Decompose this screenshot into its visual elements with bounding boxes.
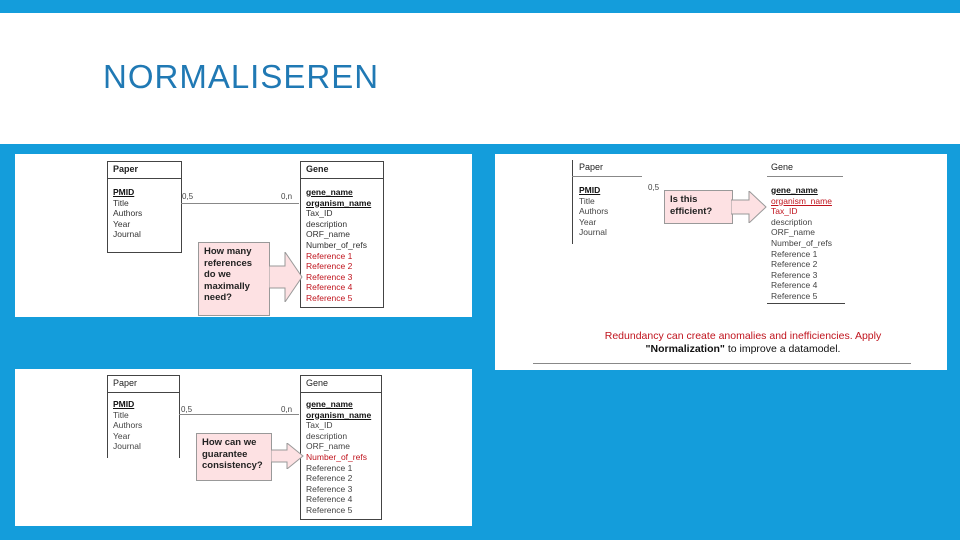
field: Reference 2 bbox=[771, 259, 818, 270]
callout-line: need? bbox=[204, 292, 232, 303]
field: Number_of_refs bbox=[306, 239, 367, 250]
callout-line: maximally bbox=[204, 280, 250, 292]
header-divider bbox=[767, 176, 843, 177]
field-gene-name: gene_name bbox=[306, 187, 353, 197]
field: Authors bbox=[113, 420, 143, 431]
field: description bbox=[306, 430, 348, 441]
paper-table-border bbox=[572, 160, 573, 244]
field: Reference 4 bbox=[771, 280, 818, 291]
paper-table bbox=[107, 161, 182, 253]
field: Reference 1 bbox=[306, 462, 353, 473]
callout-arrow bbox=[271, 443, 304, 469]
gene-table-header: Gene bbox=[301, 376, 381, 393]
field: Tax_ID bbox=[306, 208, 333, 219]
field: Authors bbox=[113, 208, 143, 219]
field-number-of-refs: Number_of_refs bbox=[306, 451, 367, 462]
field: Reference 3 bbox=[771, 269, 818, 280]
diagram-panel-references bbox=[15, 154, 472, 317]
paper-table-header: Paper bbox=[579, 162, 604, 172]
paper-table-fields bbox=[108, 179, 181, 242]
paper-table-header: Paper bbox=[108, 376, 179, 393]
gene-table-header: Gene bbox=[771, 162, 794, 172]
callout-line: references bbox=[204, 257, 253, 269]
field: Journal bbox=[579, 227, 607, 238]
callout-line: efficient? bbox=[670, 205, 713, 217]
relationship-line bbox=[181, 203, 299, 204]
field: Title bbox=[579, 195, 595, 206]
slide-title: NORMALISEREN bbox=[103, 58, 380, 95]
field: Title bbox=[113, 409, 129, 420]
callout-line: do we bbox=[204, 269, 231, 280]
cardinality-left: 0,5 bbox=[182, 192, 194, 201]
note-bold: "Normalization" bbox=[645, 343, 725, 355]
cardinality-left: 0,5 bbox=[648, 183, 660, 192]
callout-line: guarantee bbox=[202, 448, 248, 460]
field-reference: Reference 4 bbox=[306, 282, 353, 293]
gene-table-bottom bbox=[767, 303, 845, 304]
field: Journal bbox=[113, 441, 141, 452]
field: Reference 5 bbox=[771, 290, 818, 301]
gene-table-fields bbox=[301, 179, 383, 306]
cardinality-right: 0,n bbox=[281, 192, 293, 201]
gene-table bbox=[300, 161, 384, 308]
field: Authors bbox=[579, 206, 609, 217]
gene-table bbox=[300, 375, 382, 520]
field-pmid: PMID bbox=[579, 185, 601, 195]
note-line: Redundancy can create anomalies and inefficiencies. Apply bbox=[604, 330, 882, 342]
field-reference: Reference 3 bbox=[306, 271, 353, 282]
field-organism-name: organism_name bbox=[306, 409, 372, 420]
top-accent-bar bbox=[0, 0, 960, 13]
gene-table-header: Gene bbox=[301, 162, 383, 179]
field: Title bbox=[113, 197, 129, 208]
paper-table-fields bbox=[574, 183, 613, 240]
callout-line: Is this bbox=[670, 194, 698, 205]
paper-table-fields bbox=[108, 393, 179, 454]
field: description bbox=[771, 216, 813, 227]
gene-table-fields bbox=[766, 183, 837, 304]
callout-line: consistency? bbox=[202, 460, 263, 471]
callout-box bbox=[196, 433, 272, 481]
field-pmid: PMID bbox=[113, 399, 135, 409]
normalization-note bbox=[573, 330, 913, 356]
relationship-line bbox=[179, 414, 299, 415]
note-line: to improve a datamodel. bbox=[724, 343, 841, 355]
field: ORF_name bbox=[771, 227, 815, 238]
field: Number_of_refs bbox=[771, 237, 832, 248]
paper-table-header: Paper bbox=[108, 162, 181, 179]
callout-line: How many bbox=[204, 246, 252, 257]
field: Year bbox=[113, 430, 131, 441]
field-organism-name: organism_name bbox=[771, 195, 832, 206]
gene-table-fields bbox=[301, 393, 381, 518]
callout-box bbox=[198, 242, 270, 316]
field: Reference 1 bbox=[771, 248, 818, 259]
callout-arrow bbox=[269, 252, 303, 302]
field-gene-name: gene_name bbox=[306, 399, 353, 409]
field: Reference 2 bbox=[306, 473, 353, 484]
cardinality-left: 0,5 bbox=[181, 405, 193, 414]
field: Year bbox=[579, 216, 597, 227]
divider-line bbox=[533, 363, 911, 364]
diagram-panel-efficiency bbox=[495, 154, 947, 370]
field: ORF_name bbox=[306, 441, 350, 452]
field-gene-name: gene_name bbox=[771, 185, 818, 195]
field: ORF_name bbox=[306, 229, 350, 240]
field: Year bbox=[113, 218, 131, 229]
paper-table bbox=[107, 375, 180, 458]
callout-line: How can we bbox=[202, 437, 257, 448]
header-divider bbox=[572, 176, 642, 177]
field: Reference 4 bbox=[306, 494, 353, 505]
callout-arrow bbox=[731, 191, 767, 223]
diagram-panel-consistency bbox=[15, 369, 472, 526]
field: Journal bbox=[113, 229, 141, 240]
callout-box bbox=[664, 190, 733, 224]
field-reference: Reference 1 bbox=[306, 250, 353, 261]
field: Reference 5 bbox=[306, 504, 353, 515]
field: Tax_ID bbox=[306, 420, 333, 431]
cardinality-right: 0,n bbox=[281, 405, 293, 414]
field: description bbox=[306, 218, 348, 229]
field-organism-name: organism_name bbox=[306, 197, 372, 208]
field-reference: Reference 5 bbox=[306, 292, 353, 303]
field-pmid: PMID bbox=[113, 187, 135, 197]
field-reference: Reference 2 bbox=[306, 261, 353, 272]
field-tax-id: Tax_ID bbox=[771, 206, 798, 217]
field: Reference 3 bbox=[306, 483, 353, 494]
